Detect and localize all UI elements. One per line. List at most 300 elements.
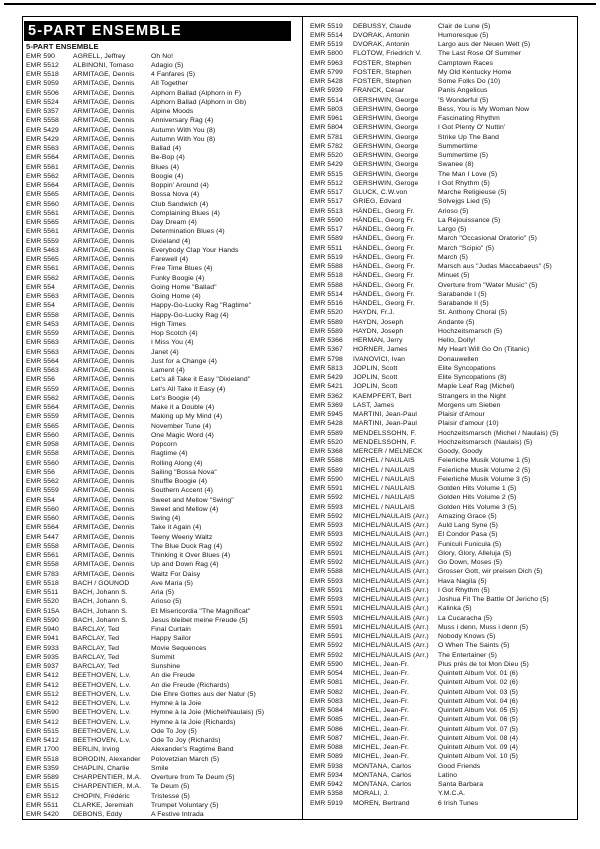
catalog-row: [303, 207, 577, 216]
piece-title: March "Scipio" (5): [438, 244, 495, 252]
catalog-number: EMR 5561: [26, 163, 59, 171]
catalog-number: EMR 5591: [310, 605, 343, 613]
composer-name: MICHEL / NAULAIS: [353, 485, 415, 492]
catalog-row: [23, 200, 302, 209]
catalog-row: [303, 142, 577, 151]
composer-name: ARMITAGE, Dennis: [73, 293, 135, 300]
composer-name: ARMITAGE, Dennis: [73, 542, 135, 550]
catalog-number: EMR 5560: [26, 505, 59, 513]
composer-name: MARTINI, Jean-Paul: [353, 420, 418, 428]
catalog-row: [303, 22, 577, 31]
catalog-row: [303, 752, 577, 761]
catalog-row: [23, 385, 302, 394]
catalog-row: [23, 782, 302, 791]
catalog-number: EMR 5958: [26, 441, 59, 448]
catalog-number: EMR 5517: [310, 226, 343, 233]
catalog-number: EMR 5512: [310, 179, 343, 187]
piece-title: Overture from "Water Music" (5): [438, 281, 538, 289]
composer-name: BACH, Johann S.: [73, 589, 128, 596]
piece-title: St. Anthony Choral (5): [438, 309, 508, 317]
catalog-number: EMR 5558: [26, 561, 59, 569]
catalog-number: EMR 5937: [26, 663, 59, 670]
catalog-row: [303, 493, 577, 502]
composer-name: ARMITAGE, Dennis: [73, 108, 135, 115]
catalog-number: EMR 5561: [26, 209, 59, 217]
composer-name: ARMITAGE, Dennis: [73, 311, 135, 319]
piece-title: Quintett Album Vol. 04 (6): [438, 697, 519, 705]
composer-name: HÄNDEL, Georg Fr.: [353, 226, 415, 233]
catalog-number: EMR 5429: [310, 161, 343, 169]
catalog-row: [303, 512, 577, 521]
composer-name: LAST, James: [353, 401, 395, 409]
piece-title: Bossa Nova (4): [151, 191, 200, 199]
composer-name: MICHEL/NAULAIS (Arr.): [353, 522, 429, 529]
composer-name: BACH, Johann S.: [73, 616, 128, 624]
composer-name: CLARKE, Jeremiah: [73, 801, 134, 809]
catalog-row: [23, 255, 302, 264]
composer-name: MICHEL/NAULAIS (Arr.): [353, 531, 429, 539]
catalog-row: [23, 246, 302, 255]
catalog-number: EMR 5589: [310, 235, 343, 243]
piece-title: Plaisir d'Amour: [438, 411, 485, 418]
catalog-row: [23, 514, 302, 523]
composer-name: MICHEL / NAULAIS: [353, 466, 415, 474]
composer-name: ARMITAGE, Dennis: [73, 357, 135, 365]
catalog-number: EMR 5593: [310, 503, 343, 511]
catalog-number: EMR 5054: [310, 670, 343, 677]
catalog-number: EMR 5934: [310, 771, 343, 779]
composer-name: KAEMPFERT, Bert: [353, 392, 412, 400]
catalog-number: EMR 5429: [26, 135, 59, 143]
composer-name: IVANOVICI, Ivan: [353, 355, 405, 363]
composer-name: BEETHOVEN, L.v.: [73, 727, 131, 735]
catalog-number: EMR 5512: [26, 61, 59, 69]
piece-title: Te Deum (5): [151, 783, 190, 791]
composer-name: HÄNDEL, Georg Fr.: [353, 216, 415, 224]
piece-title: Be-Bop (4): [151, 154, 185, 162]
catalog-number: EMR 5560: [26, 431, 59, 439]
catalog-row: [23, 718, 302, 727]
composer-name: MICHEL/NAULAIS (Arr.): [353, 577, 429, 585]
catalog-column-left: [23, 17, 303, 819]
catalog-number: EMR 5813: [310, 364, 343, 372]
piece-title: Let's All Take it Easy (4): [151, 385, 226, 393]
piece-title: Et Misericordia "The Magnificat": [151, 607, 251, 615]
piece-title: Golden Hits Volume 1 (5): [438, 485, 517, 492]
catalog-number: EMR 5561: [26, 228, 59, 236]
catalog-row: [23, 79, 302, 88]
catalog-row: [23, 366, 302, 375]
catalog-row: [303, 530, 577, 539]
composer-name: ARMITAGE, Dennis: [73, 172, 135, 180]
composer-name: GERSHWIN, George: [353, 115, 419, 122]
composer-name: ARMITAGE, Dennis: [73, 515, 135, 522]
piece-title: Hochzeitsmarsch (Naulais) (5): [438, 438, 533, 446]
catalog-row: [23, 153, 302, 162]
catalog-number: EMR 5798: [310, 355, 343, 363]
catalog-number: EMR 5963: [310, 59, 343, 67]
catalog-row: [23, 98, 302, 107]
catalog-number: EMR 5085: [310, 716, 343, 724]
catalog-row: [303, 68, 577, 77]
catalog-number: EMR 5512: [26, 792, 59, 800]
catalog-row: [23, 708, 302, 717]
composer-name: BEETHOVEN, L.v.: [73, 700, 131, 707]
catalog-row: [23, 144, 302, 153]
catalog-number: EMR 5362: [310, 392, 343, 400]
catalog-number: EMR 5560: [26, 459, 59, 467]
piece-title: Some Folks Do (10): [438, 78, 501, 85]
composer-name: JOPLIN, Scott: [353, 383, 398, 391]
catalog-row: [23, 449, 302, 458]
piece-title: Hello, Dolly!: [438, 337, 476, 344]
composer-name: MICHEL, Jean-Fr.: [353, 734, 409, 742]
composer-name: GERSHWIN, Geroge: [353, 179, 419, 187]
catalog-number: EMR 5564: [26, 524, 59, 532]
catalog-row: [303, 123, 577, 132]
catalog-row: [23, 681, 302, 690]
piece-title: Ode To Joy (5): [151, 727, 197, 735]
catalog-number: EMR 5463: [26, 246, 59, 254]
catalog-number: EMR 5591: [310, 623, 343, 631]
piece-title: Clair de Lune (5): [438, 22, 491, 30]
composer-name: HÄNDEL, Georg Fr.: [353, 244, 415, 252]
composer-name: MICHEL / NAULAIS: [353, 457, 415, 465]
catalog-row: [303, 59, 577, 68]
catalog-number: EMR 5590: [310, 660, 343, 668]
catalog-row: [23, 616, 302, 625]
composer-name: MICHEL, Jean-Fr.: [353, 707, 409, 714]
catalog-number: EMR 5592: [310, 512, 343, 520]
catalog-number: EMR 5086: [310, 725, 343, 733]
catalog-row: [303, 253, 577, 262]
catalog-number: EMR 5588: [310, 263, 343, 270]
piece-title: Quintett Album Vol. 08 (4): [438, 734, 519, 742]
piece-title: Quintett Album Vol. 03 (5): [438, 688, 519, 696]
piece-title: Quintett Album Vol. 09 (4): [438, 744, 519, 751]
catalog-number: EMR 1700: [26, 746, 59, 754]
piece-title: Largo aus der Neuen Welt (5): [438, 41, 531, 48]
catalog-number: EMR 5518: [26, 71, 59, 78]
catalog-row: [23, 523, 302, 532]
composer-name: ARMITAGE, Dennis: [73, 145, 135, 152]
catalog-row: [303, 216, 577, 225]
composer-name: GERSHWIN, George: [353, 152, 419, 159]
composer-name: MONTANA, Carlos: [353, 771, 412, 779]
composer-name: MONTANA, Carlos: [353, 762, 412, 770]
catalog-number: EMR 5562: [26, 172, 59, 180]
catalog-row: [303, 160, 577, 169]
piece-title: Fascinating Rhythm: [438, 115, 500, 122]
composer-name: MICHEL/NAULAIS (Arr.): [353, 642, 429, 650]
composer-name: ARMITAGE, Dennis: [73, 200, 135, 208]
piece-title: Joshua Fit The Battle Of Jericho (5): [438, 596, 549, 603]
catalog-row: [303, 614, 577, 623]
catalog-row: [303, 567, 577, 576]
composer-name: ARMITAGE, Dennis: [73, 163, 135, 171]
catalog-row: [303, 336, 577, 345]
piece-title: Golden Hits Volume 2 (5): [438, 494, 517, 502]
catalog-number: EMR 5368: [310, 448, 343, 455]
composer-name: MICHEL/NAULAIS (Arr.): [353, 651, 429, 659]
piece-title: Solvejgs Lied (5): [438, 198, 491, 206]
catalog-row: [303, 651, 577, 660]
catalog-row: [303, 401, 577, 410]
piece-title: Day Dream (4): [151, 219, 197, 226]
piece-title: Camptown Races: [438, 59, 494, 67]
piece-title: Alphorn Ballad (Alphorn in F): [151, 89, 242, 97]
composer-name: ARMITAGE, Dennis: [73, 376, 135, 384]
composer-name: CHARPENTIER, M.A.: [73, 783, 142, 791]
catalog-number: EMR 5592: [310, 494, 343, 502]
piece-title: Muss i denn, Muss i denn (5): [438, 623, 529, 631]
catalog-row: [23, 181, 302, 190]
catalog-row: [23, 116, 302, 125]
catalog-number: EMR 5518: [26, 579, 59, 587]
catalog-number: EMR 5563: [26, 367, 59, 374]
composer-name: MENDELSSOHN, F.: [353, 438, 417, 446]
composer-name: ARMITAGE, Dennis: [73, 182, 135, 189]
piece-title: The Man I Love (5): [438, 170, 498, 178]
piece-title: O When The Saints (5): [438, 642, 510, 650]
composer-name: ARMITAGE, Dennis: [73, 552, 135, 559]
catalog-number: EMR 5559: [26, 413, 59, 421]
catalog-number: EMR 5591: [310, 633, 343, 640]
composer-name: BEETHOVEN, L.v.: [73, 672, 131, 680]
catalog-number: EMR 5412: [26, 700, 59, 707]
catalog-number: EMR 5560: [26, 515, 59, 522]
composer-name: BARCLAY, Ted: [73, 626, 120, 633]
catalog-number: EMR 5799: [310, 68, 343, 76]
catalog-row: [23, 163, 302, 172]
catalog-row: [23, 440, 302, 449]
composer-name: GERSHWIN, George: [353, 96, 419, 104]
catalog-number: EMR 5593: [310, 614, 343, 622]
catalog-number: EMR 5591: [310, 485, 343, 492]
catalog-row: [23, 625, 302, 634]
catalog-number: EMR 5513: [310, 207, 343, 215]
catalog-row: [303, 743, 577, 752]
catalog-row: [303, 456, 577, 465]
catalog-row: [303, 799, 577, 808]
catalog-number: EMR 5420: [26, 811, 59, 818]
composer-name: FOSTER, Stephen: [353, 68, 412, 76]
piece-title: Latino: [438, 771, 458, 779]
piece-title: Make it a Double (4): [151, 404, 215, 411]
piece-title: A Festive Intrada: [151, 811, 204, 818]
piece-title: Tristesse (5): [151, 792, 190, 800]
piece-title: Just for a Change (4): [151, 357, 217, 365]
composer-name: MICHEL, Jean-Fr.: [353, 716, 409, 724]
composer-name: ARMITAGE, Dennis: [73, 570, 135, 578]
piece-title: I Got Plenty O' Nuttin': [438, 124, 506, 132]
piece-title: Funky Boogie (4): [151, 274, 205, 282]
piece-title: Lament (4): [151, 367, 185, 374]
catalog-row: [23, 588, 302, 597]
catalog-row: [23, 348, 302, 357]
section-heading: 5-PART ENSEMBLE: [26, 41, 99, 51]
composer-name: GERSHWIN, George: [353, 142, 419, 150]
catalog-number: EMR 5590: [310, 216, 343, 224]
catalog-number: EMR 5593: [310, 577, 343, 585]
composer-name: BACH, Johann S.: [73, 607, 128, 615]
piece-title: Southern Accent (4): [151, 487, 213, 495]
composer-name: GRIEG, Edvard: [353, 198, 402, 206]
piece-title: Arioso (5): [151, 598, 182, 606]
piece-title: Nobody Knows (5): [438, 633, 496, 640]
catalog-row: [303, 641, 577, 650]
catalog-row: [303, 771, 577, 780]
section-banner: [24, 21, 291, 41]
composer-name: FLOTOW, Friedrich V.: [353, 50, 422, 58]
composer-name: BORODIN, Alexander: [73, 755, 141, 763]
catalog-row: [303, 345, 577, 354]
piece-title: One Magic Word (4): [151, 431, 214, 439]
catalog-number: EMR 5559: [26, 330, 59, 337]
catalog-number: EMR 5564: [26, 357, 59, 365]
piece-title: Hymne à la Joie: [151, 700, 202, 707]
catalog-row: [23, 412, 302, 421]
composer-name: DEBUSSY, Claude: [353, 22, 412, 30]
catalog-row: [23, 301, 302, 310]
piece-title: Shuffle Boogie (4): [151, 478, 208, 485]
composer-name: ARMITAGE, Dennis: [73, 154, 135, 162]
composer-name: ARMITAGE, Dennis: [73, 274, 135, 282]
piece-title: Quintett Album Vol. 01 (6): [438, 670, 519, 677]
catalog-number: EMR 5565: [26, 191, 59, 199]
piece-title: Quintett Album Vol. 07 (5): [438, 725, 519, 733]
catalog-number: EMR 5506: [26, 89, 59, 97]
catalog-number: EMR 5412: [26, 672, 59, 680]
catalog-row: [23, 135, 302, 144]
catalog-number: EMR 5592: [310, 642, 343, 650]
catalog-row: [303, 623, 577, 632]
catalog-row: [23, 801, 302, 810]
composer-name: ARMITAGE, Dennis: [73, 209, 135, 217]
catalog-number: EMR 554: [26, 302, 56, 310]
piece-title: Die Ehre Gottes aus der Natur (5): [151, 690, 256, 698]
catalog-number: EMR 5562: [26, 274, 59, 282]
piece-title: Feierliche Musik Volume 3 (5): [438, 475, 531, 483]
piece-title: Free Time Blues (4): [151, 265, 213, 273]
catalog-row: [303, 558, 577, 567]
catalog-number: EMR 5558: [26, 311, 59, 319]
catalog-number: EMR 5512: [26, 690, 59, 698]
composer-name: GERSHWIN, George: [353, 124, 419, 132]
catalog-row: [303, 327, 577, 336]
composer-name: ARMITAGE, Dennis: [73, 505, 135, 513]
catalog-row: [23, 209, 302, 218]
piece-title: Everybody Clap Your Hands: [151, 246, 239, 254]
piece-title: Let's all Take it Easy "Dixieland": [151, 376, 251, 384]
catalog-number: EMR 5589: [26, 774, 59, 781]
catalog-row: [303, 678, 577, 687]
composer-name: ARMITAGE, Dennis: [73, 80, 135, 88]
composer-name: ARMITAGE, Dennis: [73, 98, 135, 106]
catalog-number: EMR 5560: [26, 200, 59, 208]
catalog-rows-right: [303, 22, 577, 808]
catalog-row: [303, 734, 577, 743]
catalog-number: EMR 5359: [26, 764, 59, 772]
piece-title: Trumpet Voluntary (5): [151, 801, 219, 809]
catalog-number: EMR 5519: [310, 41, 343, 48]
piece-title: All Together: [151, 80, 188, 88]
catalog-number: EMR 5588: [310, 281, 343, 289]
composer-name: ALBINONI, Tomaso: [73, 61, 134, 69]
composer-name: ARMITAGE, Dennis: [73, 135, 135, 143]
piece-title: March (5): [438, 253, 468, 261]
catalog-row: [303, 244, 577, 253]
composer-name: ARMITAGE, Dennis: [73, 191, 135, 199]
catalog-number: EMR 5412: [26, 718, 59, 726]
catalog-row: [23, 579, 302, 588]
piece-title: An die Freude: [151, 672, 195, 680]
catalog-row: [23, 375, 302, 384]
composer-name: FRANCK, César: [353, 87, 405, 95]
catalog-number: EMR 5083: [310, 697, 343, 705]
piece-title: Boppin' Around (4): [151, 182, 209, 189]
piece-title: Swanee (8): [438, 161, 474, 169]
piece-title: Auld Lang Syne (5): [438, 522, 498, 529]
catalog-number: EMR 5562: [26, 394, 59, 402]
section-banner-title: 5-PART ENSEMBLE: [28, 23, 182, 39]
piece-title: An die Freude (Richards): [151, 681, 230, 689]
composer-name: MONTANA, Carlos: [353, 781, 412, 788]
composer-name: ARMITAGE, Dennis: [73, 561, 135, 569]
catalog-row: [303, 466, 577, 475]
composer-name: CHAPLIN, Charlie: [73, 764, 130, 772]
catalog-number: EMR 5961: [310, 115, 343, 122]
catalog-number: EMR 5558: [26, 542, 59, 550]
catalog-number: EMR 5781: [310, 133, 343, 141]
catalog-number: EMR 5942: [310, 781, 343, 788]
catalog-row: [23, 570, 302, 579]
catalog-row: [23, 459, 302, 468]
composer-name: MICHEL / NAULAIS: [353, 503, 415, 511]
catalog-number: EMR 5517: [310, 198, 343, 206]
catalog-row: [303, 410, 577, 419]
composer-name: HÄNDEL, Georg Fr.: [353, 263, 415, 270]
catalog-row: [23, 745, 302, 754]
composer-name: MICHEL/NAULAIS (Arr.): [353, 540, 429, 548]
composer-name: HÄNDEL, Georg Fr.: [353, 272, 415, 280]
piece-title: Popcorn: [151, 441, 178, 448]
catalog-number: EMR 5563: [26, 145, 59, 152]
piece-title: Smile: [151, 764, 169, 772]
catalog-rows-left: [23, 52, 302, 820]
piece-title: Sarabande I (5): [438, 290, 487, 298]
catalog-number: EMR 5519: [310, 253, 343, 261]
catalog-row: [23, 172, 302, 181]
piece-title: Happy-Go-Lucky Rag (4): [151, 311, 229, 319]
composer-name: MORALI, J.: [353, 790, 390, 798]
catalog-row: [303, 133, 577, 142]
piece-title: Santa Barbara: [438, 781, 484, 788]
piece-title: Determination Blues (4): [151, 228, 225, 236]
composer-name: ARMITAGE, Dennis: [73, 431, 135, 439]
composer-name: HERMAN, Jerry: [353, 337, 403, 344]
composer-name: ARMITAGE, Dennis: [73, 367, 135, 374]
piece-title: Glory, Glory, Alleluja (5): [438, 549, 512, 557]
catalog-number: EMR 5559: [26, 237, 59, 245]
piece-title: Largo (5): [438, 226, 467, 233]
catalog-row: [303, 114, 577, 123]
piece-title: Marche Religieuse (5): [438, 189, 507, 196]
composer-name: MICHEL, Jean-Fr.: [353, 679, 409, 687]
composer-name: GERSHWIN, George: [353, 133, 419, 141]
catalog-number: EMR 5412: [26, 681, 59, 689]
composer-name: HÄNDEL, Georg Fr.: [353, 207, 415, 215]
